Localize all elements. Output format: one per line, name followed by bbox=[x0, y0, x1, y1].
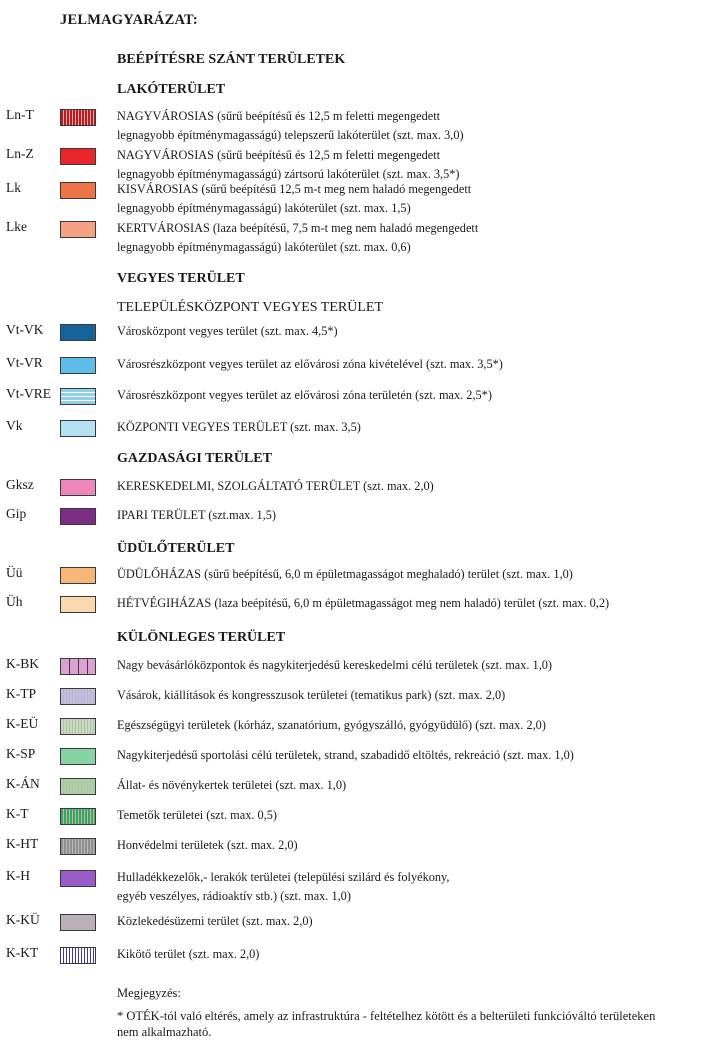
legend-code: Vt-VR bbox=[6, 355, 43, 370]
legend-code: Lke bbox=[6, 219, 27, 234]
legend-swatch bbox=[60, 838, 96, 855]
legend-description-line: KERESKEDELMI, SZOLGÁLTATÓ TERÜLET (szt. max. 2,0) bbox=[117, 479, 434, 493]
legend-code: Vt-VRE bbox=[6, 386, 51, 401]
legend-description bbox=[117, 355, 702, 374]
legend-swatch bbox=[60, 748, 96, 765]
legend-description bbox=[117, 594, 702, 613]
legend-description bbox=[117, 656, 702, 675]
group-subheading-mixed-center: TELEPÜLÉSKÖZPONT VEGYES TERÜLET bbox=[117, 300, 383, 315]
legend-code: K-HT bbox=[6, 836, 39, 851]
legend-description bbox=[117, 945, 702, 964]
legend-description-line: legnagyobb építménymagasságú) telepszerű lakóterület (szt. max. 3,0) bbox=[117, 128, 464, 142]
legend-description bbox=[117, 686, 702, 705]
note-text: * OTÉK-tól való eltérés, amely az infrastruktúra - feltételhez kötött és a belterületi funkcióváltó területeken nem alkalmazható. bbox=[117, 1009, 656, 1039]
legend-code: K-KÜ bbox=[6, 912, 40, 927]
legend-description-line: Nagy bevásárlóközpontok és nagykiterjedésű kereskedelmi célú területek (szt. max. 1,0) bbox=[117, 658, 553, 672]
legend-description bbox=[117, 716, 702, 735]
legend-description-line: Honvédelmi területek (szt. max. 2,0) bbox=[117, 838, 298, 852]
legend-swatch bbox=[60, 324, 96, 341]
legend-description bbox=[117, 806, 702, 825]
legend-description bbox=[117, 776, 702, 795]
legend-description-line: ÜDÜLŐHÁZAS (sűrű beépítésű, 6,0 m épületmagasságot meghaladó) terület (szt. max. 1,0) bbox=[117, 567, 573, 581]
legend-description-line: Városrészközpont vegyes terület az elővárosi zóna területén (szt. max. 2,5*) bbox=[117, 388, 492, 402]
legend-code: Vt-VK bbox=[6, 322, 44, 337]
group-heading-special: KÜLÖNLEGES TERÜLET bbox=[117, 630, 286, 645]
legend-code: K-EÜ bbox=[6, 716, 39, 731]
legend-description-line: Vásárok, kiállítások és kongresszusok területei (tematikus park) (szt. max. 2,0) bbox=[117, 688, 506, 702]
legend-description bbox=[117, 322, 702, 341]
legend-code: K-TP bbox=[6, 686, 36, 701]
legend-description bbox=[117, 146, 702, 184]
legend-description-line: Kikötő terület (szt. max. 2,0) bbox=[117, 947, 260, 961]
legend-code: Ln-T bbox=[6, 107, 34, 122]
legend-description-line: Városrészközpont vegyes terület az elővárosi zóna kivételével (szt. max. 3,5*) bbox=[117, 357, 503, 371]
legend-code: Gip bbox=[6, 506, 27, 521]
legend-description-line: Közlekedésüzemi terület (szt. max. 2,0) bbox=[117, 914, 313, 928]
legend-description-line: IPARI TERÜLET (szt.max. 1,5) bbox=[117, 508, 276, 522]
legend-description bbox=[117, 386, 702, 405]
legend-code: Gksz bbox=[6, 477, 34, 492]
legend-description bbox=[117, 868, 702, 906]
legend-swatch bbox=[60, 947, 96, 964]
legend-swatch bbox=[60, 718, 96, 735]
group-heading-mixed: VEGYES TERÜLET bbox=[117, 271, 245, 286]
legend-description-line: KERTVÁROSIAS (laza beépítésű, 7,5 m-t meg nem haladó megengedett bbox=[117, 221, 479, 235]
legend-swatch bbox=[60, 914, 96, 931]
legend-description-line: Nagykiterjedésű sportolási célú területek, strand, szabadidő eltöltés, rekreáció (szt. max. 1,0) bbox=[117, 748, 574, 762]
legend-description bbox=[117, 219, 702, 257]
legend-code: K-H bbox=[6, 868, 30, 883]
legend-swatch bbox=[60, 596, 96, 613]
legend-swatch bbox=[60, 479, 96, 496]
legend-code: Üh bbox=[6, 594, 23, 609]
legend-description-line: Egészségügyi területek (kórház, szanatórium, gyógyszálló, gyógyüdülő) (szt. max. 2,0) bbox=[117, 718, 546, 732]
group-heading-recreation: ÜDÜLŐTERÜLET bbox=[117, 541, 235, 556]
legend-swatch bbox=[60, 388, 96, 405]
legend-description bbox=[117, 418, 702, 437]
legend-description-line: KÖZPONTI VEGYES TERÜLET (szt. max. 3,5) bbox=[117, 420, 361, 434]
legend-description-line: egyéb veszélyes, rádioaktív stb.) (szt. max. 1,0) bbox=[117, 889, 351, 903]
legend-swatch bbox=[60, 420, 96, 437]
legend-description bbox=[117, 107, 702, 145]
legend-swatch bbox=[60, 221, 96, 238]
legend-description-line: legnagyobb építménymagasságú) lakóterület (szt. max. 0,6) bbox=[117, 240, 411, 254]
group-heading-residential: LAKÓTERÜLET bbox=[117, 82, 226, 97]
legend-description bbox=[117, 506, 702, 525]
legend-swatch bbox=[60, 567, 96, 584]
legend-description-line: HÉTVÉGIHÁZAS (laza beépítésű, 6,0 m épületmagasságot meg nem haladó) terület (szt. max. 0,2) bbox=[117, 596, 610, 610]
legend-swatch bbox=[60, 109, 96, 126]
legend-description-line: NAGYVÁROSIAS (sűrű beépítésű és 12,5 m feletti megengedett bbox=[117, 109, 441, 123]
legend-description bbox=[117, 836, 702, 855]
legend-code: K-KT bbox=[6, 945, 39, 960]
legend-description-line: Városközpont vegyes terület (szt. max. 4,5*) bbox=[117, 324, 338, 338]
legend-description bbox=[117, 565, 702, 584]
legend-description bbox=[117, 477, 702, 496]
legend-description-line: legnagyobb építménymagasságú) zártsorú lakóterület (szt. max. 3,5*) bbox=[117, 167, 460, 181]
legend-swatch bbox=[60, 808, 96, 825]
legend-title: JELMAGYARÁZAT: bbox=[60, 12, 198, 28]
legend-code: K-BK bbox=[6, 656, 39, 671]
legend-description-line: KISVÁROSIAS (sűrű beépítésű 12,5 m-t meg nem haladó megengedett bbox=[117, 182, 472, 196]
legend-description bbox=[117, 180, 702, 218]
legend-code: K-SP bbox=[6, 746, 36, 761]
legend-swatch bbox=[60, 658, 96, 675]
legend-code: K-ÁN bbox=[6, 776, 40, 791]
legend-swatch bbox=[60, 870, 96, 887]
legend-description bbox=[117, 912, 702, 931]
legend-description-line: Hulladékkezelők,- lerakók területei (települési szilárd és folyékony, bbox=[117, 870, 450, 884]
legend-code: Lk bbox=[6, 180, 21, 195]
note-title: Megjegyzés: bbox=[117, 986, 181, 1000]
legend-description-line: Állat- és növénykertek területei (szt. max. 1,0) bbox=[117, 778, 347, 792]
legend-code: Vk bbox=[6, 418, 23, 433]
legend-code: Ln-Z bbox=[6, 146, 34, 161]
legend-swatch bbox=[60, 508, 96, 525]
legend-swatch bbox=[60, 182, 96, 199]
legend-swatch bbox=[60, 148, 96, 165]
main-section-heading: BEÉPÍTÉSRE SZÁNT TERÜLETEK bbox=[117, 52, 346, 67]
legend-code: K-T bbox=[6, 806, 29, 821]
group-heading-economic: GAZDASÁGI TERÜLET bbox=[117, 451, 272, 466]
legend-description-line: legnagyobb építménymagasságú) lakóterület (szt. max. 1,5) bbox=[117, 201, 411, 215]
legend-description-line: NAGYVÁROSIAS (sűrű beépítésű és 12,5 m feletti megengedett bbox=[117, 148, 441, 162]
legend-code: Üü bbox=[6, 565, 23, 580]
legend-swatch bbox=[60, 688, 96, 705]
legend-description-line: Temetők területei (szt. max. 0,5) bbox=[117, 808, 277, 822]
legend-description bbox=[117, 746, 702, 765]
legend-swatch bbox=[60, 357, 96, 374]
legend-swatch bbox=[60, 778, 96, 795]
